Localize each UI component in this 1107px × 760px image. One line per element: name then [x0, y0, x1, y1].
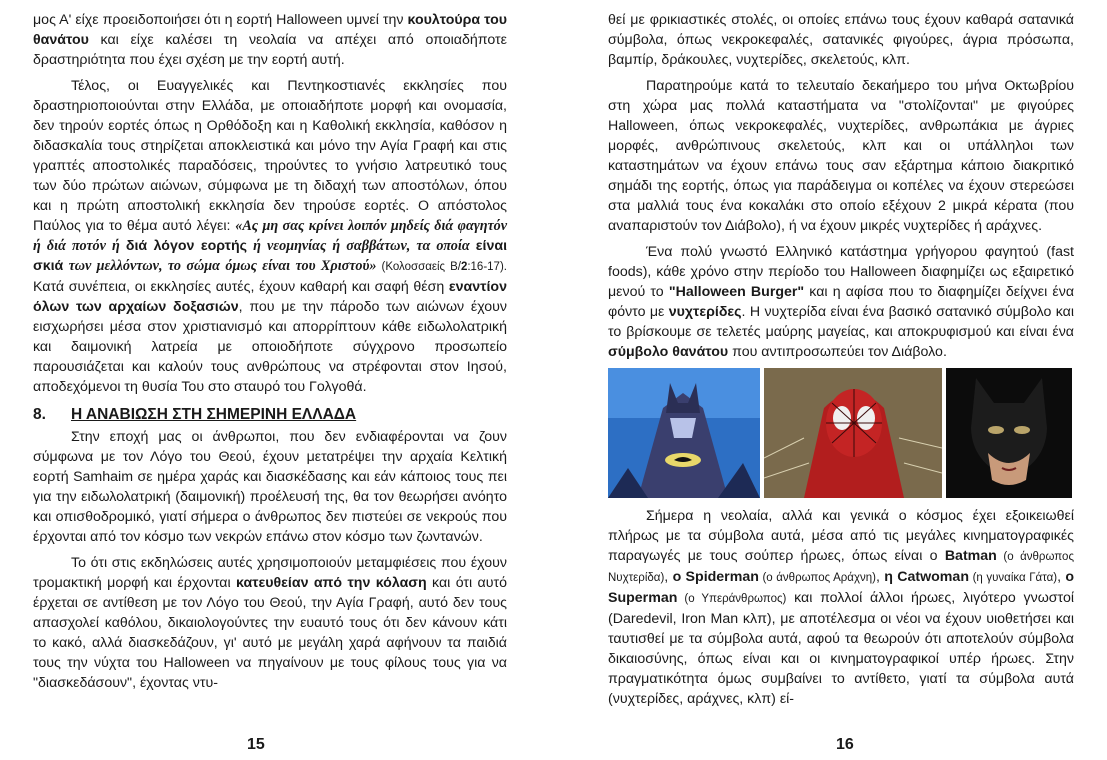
- section-number: 8.: [33, 406, 46, 423]
- hero-note: (ο άνθρωπος Αράχνη): [758, 572, 876, 584]
- hero-note: (ο Υπεράνθρωπος): [677, 593, 787, 605]
- separator: ,: [664, 569, 673, 585]
- hero-note: (ο άνθρωπος Νυχτερίδα): [608, 551, 1074, 584]
- separator: ,: [875, 569, 885, 585]
- hero-name: ο Superman: [608, 569, 1075, 606]
- paragraph: Στην εποχή μας οι άνθρωποι, που δεν ενδιαφέρονται να ζουν σύμφωνα με τον Λόγο του Θεού, έχουν μετατρέψει την αρχαία Κελτική εορτή Samhaim σε ημέρα χαράς και διασκέδασης και εάν κάποιος τους πει για την ειδωλολατρική (δαιμονική) προέλευσή της, θα τον θεωρήσει ανόητο και οπισθοδρομικό, γιατί σήμερα ο άνθρωπος δεν πιστεύει σε νεκρούς που έρχονται από τον κόσμο των νεκρών επάνω στον κόσμο των ζωντανών.: [33, 429, 507, 545]
- bold-text: σύμβολο θανάτου: [608, 344, 729, 360]
- catwoman-photo: [946, 368, 1072, 498]
- paragraph: [33, 10, 507, 70]
- page-number: 16: [836, 736, 854, 753]
- section-heading: [33, 405, 507, 425]
- text: , που με την πάροδο των αιώνων έχουν εισχωρήσει μέσα στον χριστιανισμό και απορρίπτουν κάθε ειδωλολατρική και δαιμονική λατρεία με οποιοδήποτε σύγχρονο προσωπείο παρουσιάζεται και καλούν τους ανθρώπους να στρέφονται στον Ιησού, αποδεχόμενοι τη θυσία Του στο σταυρό του Γολγοθά.: [33, 299, 507, 395]
- quote-text: «Ας μη σας κρίνει λοιπόν μηδείς διά φαγητόν ή διά ποτόν ή: [33, 218, 507, 254]
- hero-name: η Catwoman: [884, 569, 969, 585]
- quote-text: ή νεομηνίας ή σαββάτων, τα οποία: [247, 238, 476, 254]
- text: και ότι αυτό έρχεται σε αντίθεση με τον Λόγο του Θεού, την Αγία Γραφή, αυτό δεν τους απασχολεί καθόλου, δικαιολογούντες την ευαυτό τους ότι δεν κάνουν κάτι το κακό, αλλά διασκεδάζουν, γι' αυτό με μεγάλη χαρά αφήνουν τα παιδιά τους την νύχτα του Halloween να πηγαίνουν με τους φίλους τους για να "διασκεδάσουν", έχοντας ντυ-: [33, 575, 507, 691]
- right-text-column: [608, 10, 1074, 715]
- scripture-reference: (Κολοσσαείς Β/: [376, 261, 461, 273]
- paragraph: [608, 506, 1074, 709]
- text: και είχε καλέσει τη νεολαία να απέχει από οποιαδήποτε δραστηριότητα που έχει σχέση με την εορτή αυτή.: [33, 32, 507, 68]
- text: Κατά συνέπεια, οι εκκλησίες αυτές, έχουν καθαρή και σαφή θέση: [33, 279, 449, 295]
- left-text-column: [33, 10, 507, 699]
- quote-bold: διά λόγον εορτής: [125, 238, 248, 254]
- bold-text: "Halloween Burger": [668, 284, 805, 300]
- text: που αντιπροσωπεύει τον Διάβολο.: [728, 344, 947, 360]
- bold-text: εναντίον όλων των αρχαίων δοξασιών: [33, 279, 507, 315]
- text: και η αφίσα που το διαφημίζει δείχνει ένα φόντο με: [608, 284, 1075, 320]
- paragraph: [608, 242, 1074, 362]
- separator: ,: [1057, 569, 1066, 585]
- bold-text: κατευθείαν από την κόλαση: [236, 575, 427, 591]
- text: Σήμερα η νεολαία, αλλά και γενικά ο κόσμος έχει εξοικειωθεί πλήρως με τα σύμβολα αυτά, μέσα από τις μεγάλες κινηματογραφικές παραγωγές με τους σούπερ ήρωες, όπως είναι ο: [608, 508, 1074, 564]
- hero-note: (η γυναίκα Γάτα): [968, 572, 1058, 584]
- text: μος Α' είχε προειδοποιήσει ότι η εορτή Halloween υμνεί την: [33, 12, 408, 28]
- page-number: 15: [247, 736, 265, 753]
- paragraph: [33, 553, 507, 693]
- text: Τέλος, οι Ευαγγελικές και Πεντηκοστιανές εκκλησίες που δραστηριοποιούνται στην Ελλάδα, με οποιαδήποτε μορφή και ονομασία, δεν τηρούν εορτές όπως η Ορθόδοξη και η Καθολική εκκλησία, καθόσον η διδασκαλία τους στηρίζεται αποκλειστικά και μόνο την Αγία Γραφή και στις γραπτές αποστολικές παραδόσεις, τηρούντες το γνήσιο λατρευτικό τους των δύο πρώτων αιώνων, σύμφωνα με τη διδαχή των αποστόλων, όπου και η πρώτη αποστολική εκκλησία δεν τηρούσε εορτές. Ο απόστολος Παύλος για το θέμα αυτό λέγει:: [33, 78, 507, 234]
- hero-name: Batman: [944, 548, 997, 564]
- text: Το ότι στις εκδηλώσεις αυτές χρησιμοποιούν μεταμφιέσεις που έχουν τρομακτική μορφή και έρχονται: [33, 555, 507, 591]
- left-page: [0, 0, 540, 760]
- scripture-chapter: 2: [460, 261, 468, 273]
- scripture-verses: :16-17).: [467, 261, 507, 273]
- bold-text: νυχτερίδες: [668, 304, 742, 320]
- section-title: Η ΑΝΑΒΙΩΣΗ ΣΤΗ ΣΗΜΕΡΙΝΗ ΕΛΛΑΔΑ: [71, 406, 357, 423]
- superhero-image-strip: [608, 368, 1074, 498]
- right-page: [566, 0, 1107, 760]
- quote-text: των μελλόντων, το σώμα όμως είναι του Χριστού»: [63, 258, 377, 274]
- hero-name: ο Spiderman: [672, 569, 759, 585]
- paragraph: Παρατηρούμε κατά το τελευταίο δεκαήμερο του μήνα Οκτωβρίου στη χώρα μας πολλά καταστήματα να "στολίζονται" με φιγούρες Halloween, όπως νεκροκεφαλές, νυχτερίδες, ανθρωπάκια με άγριες μορφές, ανθρώπινους σκελετούς, κλπ και οι υπάλληλοι των καταστημάτων να έχουν επάνω τους σαν εξάρτημα κάποιο διακριτικό σημάδι της εορτής, όπως για παράδειγμα οι κοπέλες να έχουν στερεώσει στα μαλλιά τους ένα κοκαλάκι στο οποίο εξέχουν 2 μικρά κέρατα (που αναπαριστούν τον Διάβολο), ή να έχουν μικρές νυχτερίδες ή αράχνες.: [608, 78, 1074, 234]
- text: και πολλοί άλλοι ήρωες, λιγότερο γνωστοί (Daredevil, Iron Man κλπ), με αποτέλεσμα οι νέοι να έχουν υιοθετήσει και ταυτισθεί με τα σύμβολα αυτά, αφού τα θεωρούν ότι αποτελούν σύμβολα δικαιοσύνης, όπως είναι και οι κινηματογραφικοί υπέρ ήρωες. Στην πραγματικότητα όμως συμβαίνει το αντίθετο, γιατί τα σύμβολα αυτά (νυχτερίδες, αράχνες, κλπ) εί-: [608, 590, 1074, 707]
- quote-bold: είναι σκιά: [33, 238, 508, 274]
- batman-illustration: [608, 368, 760, 498]
- bold-text: κουλτούρα του θανάτου: [33, 12, 508, 48]
- text: Ένα πολύ γνωστό Ελληνικό κατάστημα γρήγορου φαγητού (fast foods), κάθε χρόνο στην περίοδο του Halloween διαφημίζει ως εξαιρετικό μενού το: [608, 244, 1074, 300]
- text: . Η νυχτερίδα είναι ένα βασικό σατανικό σύμβολο και το βρίσκουμε σε τελετές μαύρης μαγείας, και αποκρυφισμού και είναι ένα: [608, 304, 1074, 340]
- paragraph: [33, 76, 507, 397]
- paragraph: θεί με φρικιαστικές στολές, οι οποίες επάνω τους έχουν καθαρά σατανικά σύμβολα, όπως νεκροκεφαλές, σατανικές φιγούρες, άγρια πρόσωπα, βαμπίρ, δράκουλες, νυχτερίδες, σκελετούς, κλπ.: [608, 12, 1074, 68]
- spiderman-photo: [764, 368, 942, 498]
